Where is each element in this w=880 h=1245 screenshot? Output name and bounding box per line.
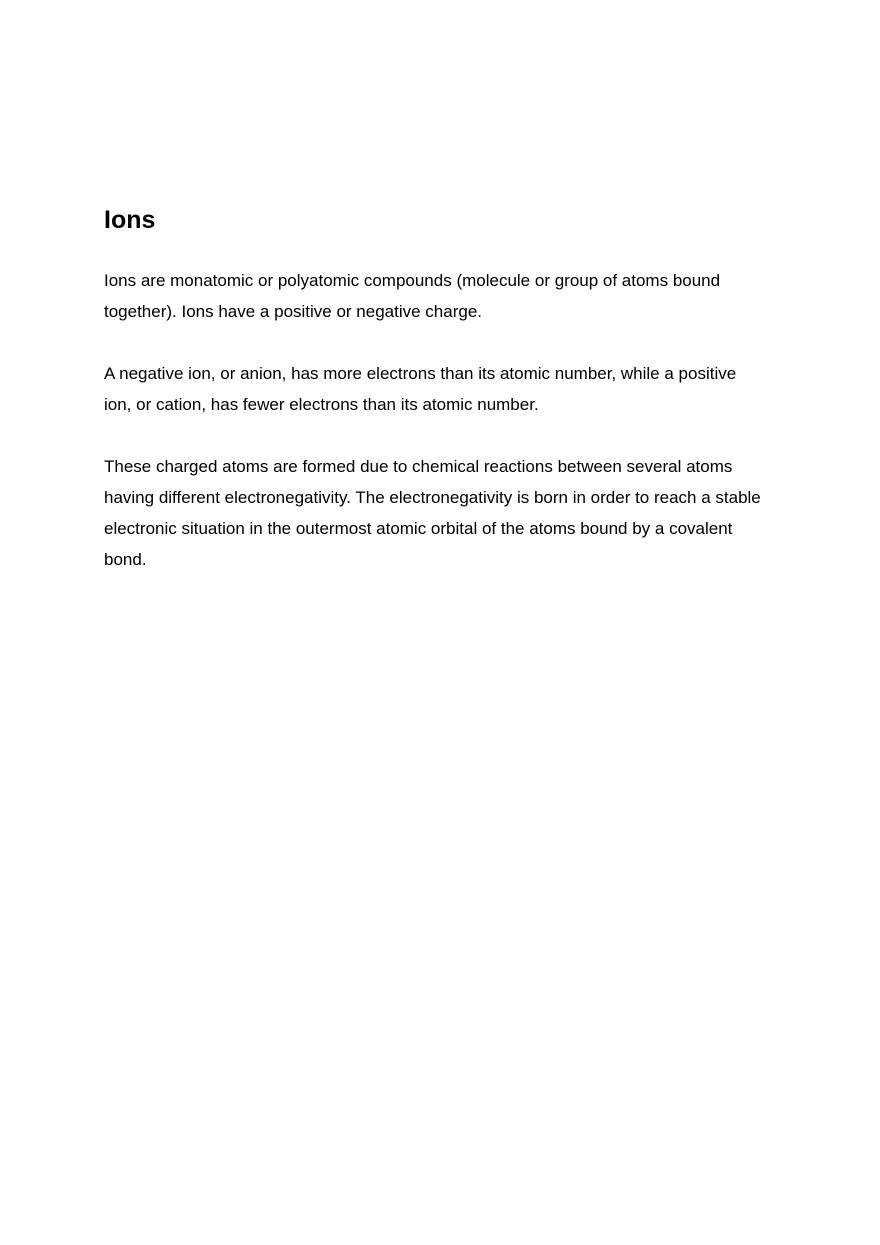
paragraph-ions-definition: Ions are monatomic or polyatomic compounds (molecule or group of atoms bound together). Ions have a positive or negative charge. (104, 271, 721, 321)
page-title: Ions (104, 206, 156, 234)
paragraph-formation: These charged atoms are formed due to chemical reactions between several atoms having different electronegativity. The electronegativity is born in order to reach a stable electronic situation in the outermost atomic orbital of the atoms bound by a covalent bond. (104, 457, 761, 569)
paragraph-anion-cation: A negative ion, or anion, has more electrons than its atomic number, while a positive ion, or cation, has fewer electrons than its atomic number. (104, 364, 737, 414)
document-body (104, 204, 784, 575)
